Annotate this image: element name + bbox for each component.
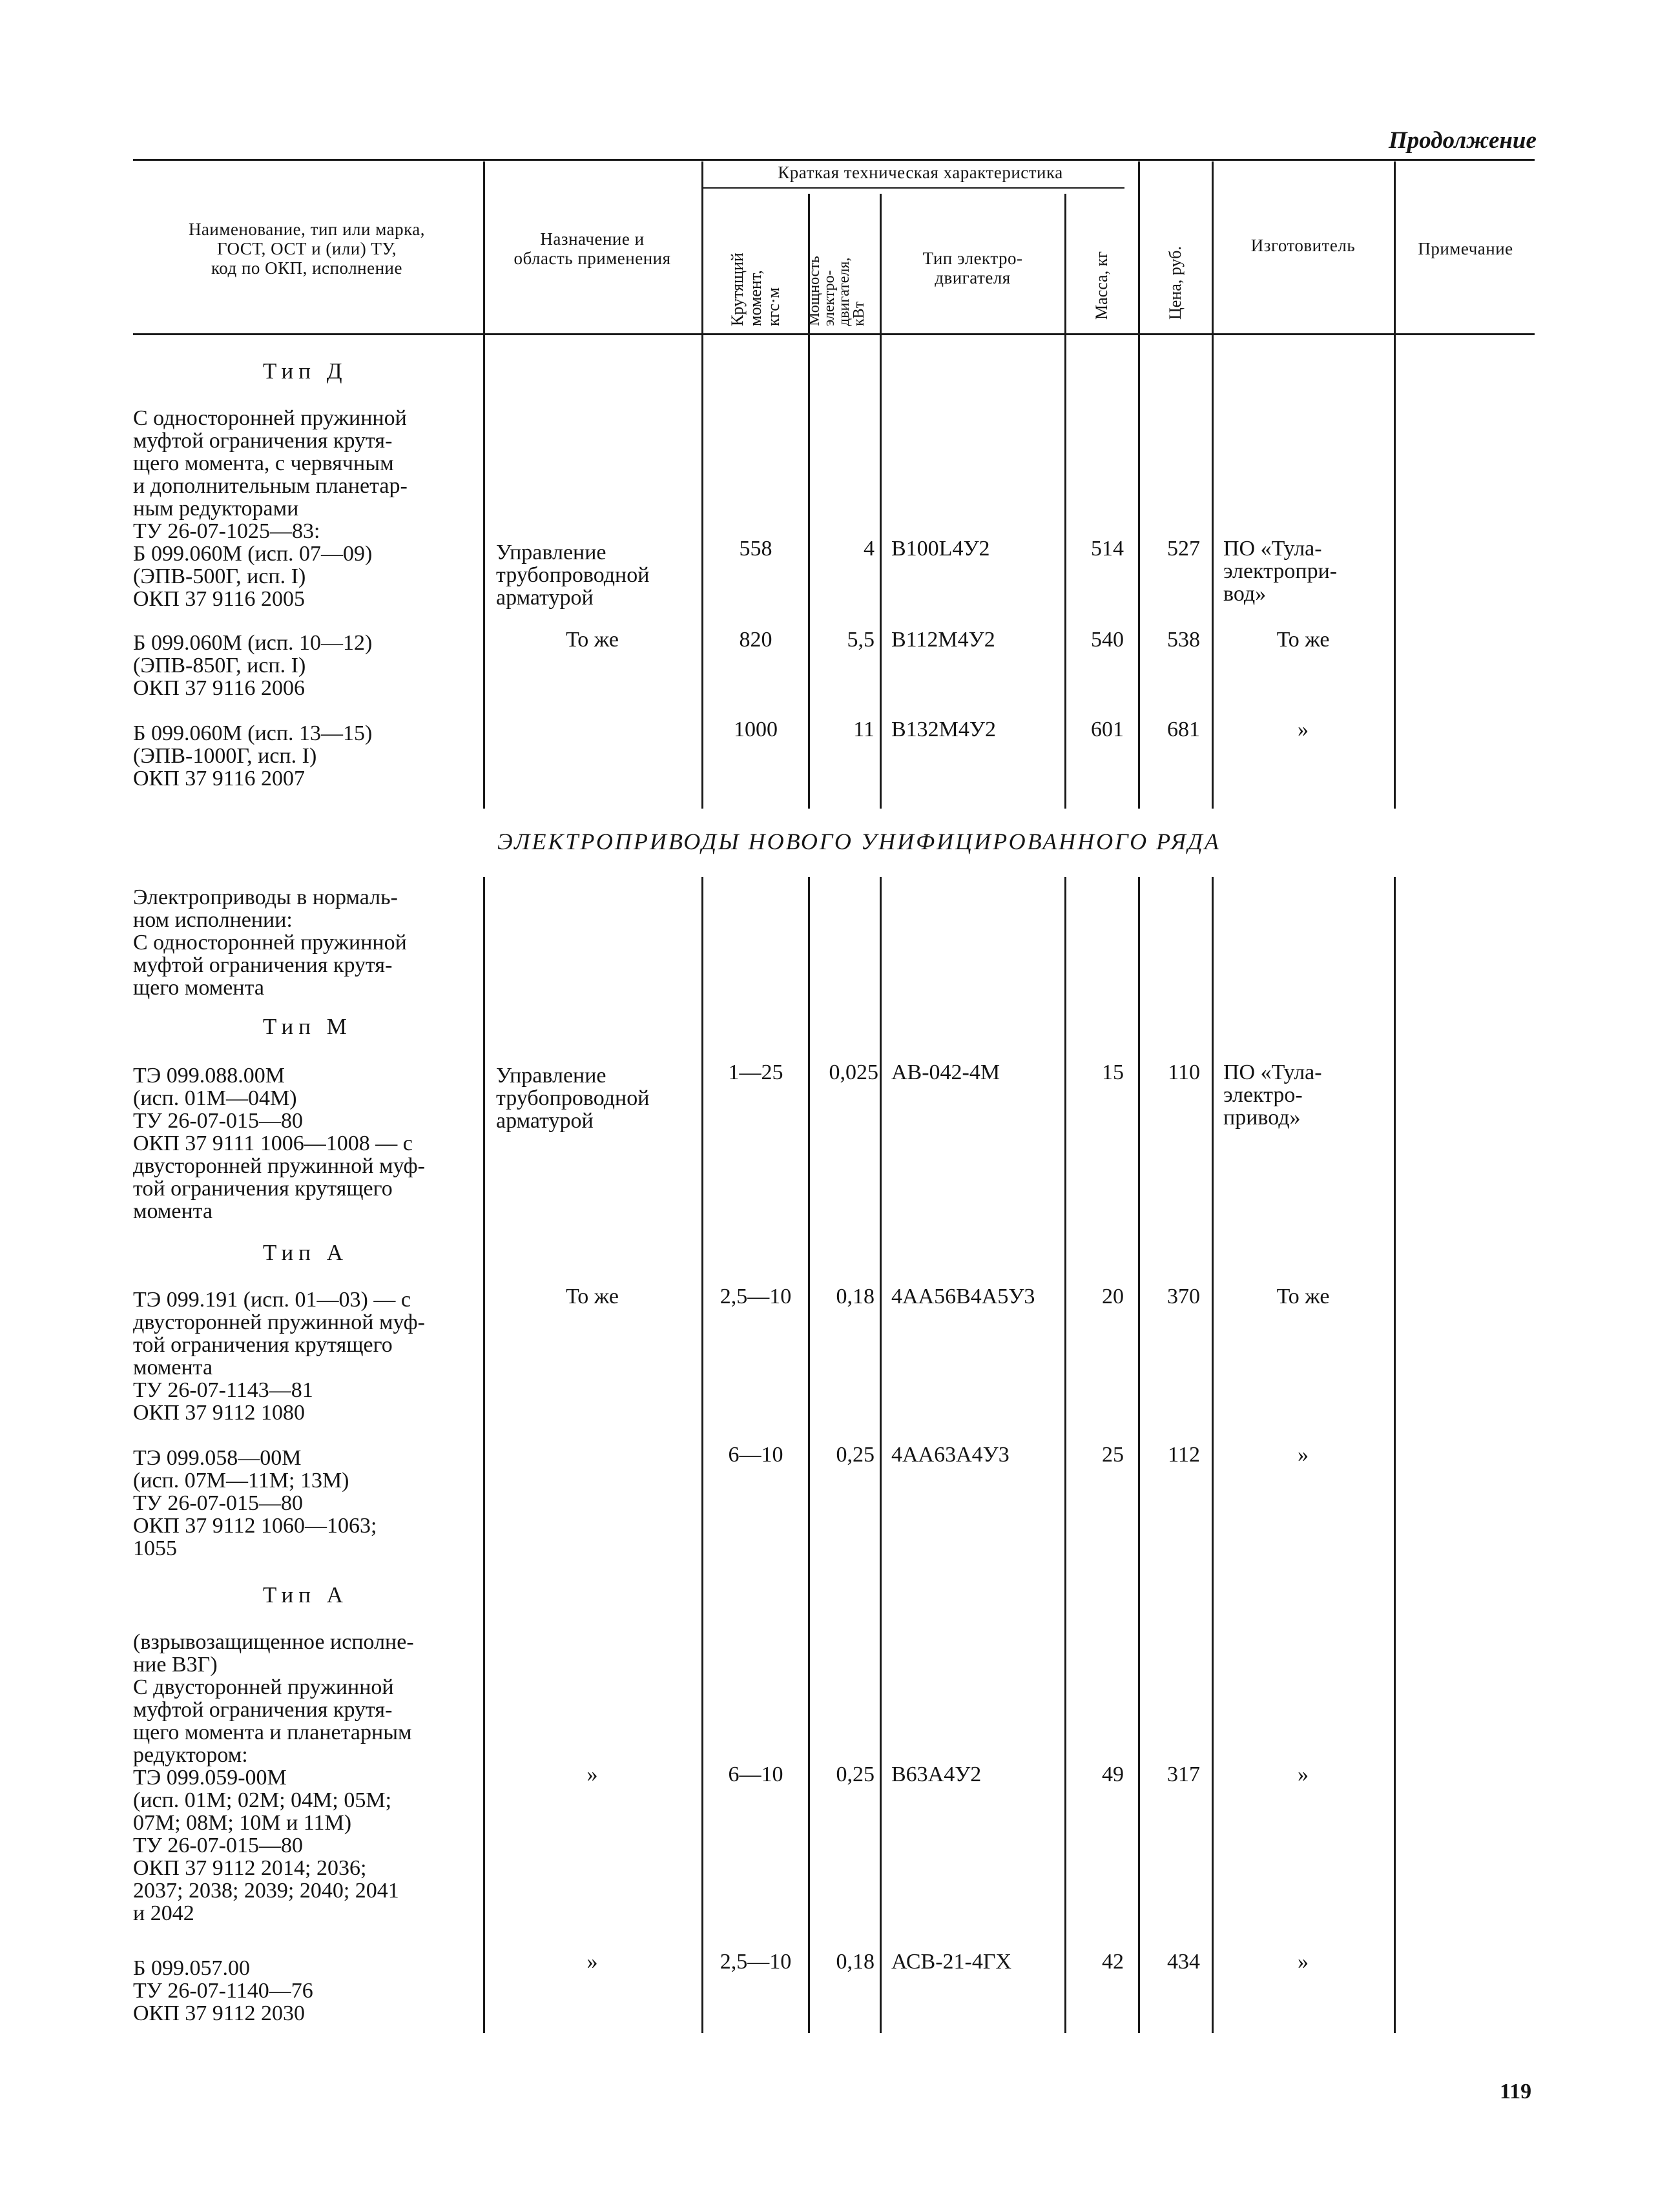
header-divider: [1394, 161, 1396, 333]
row-name: (взрывозащищенное исполне- ние В3Г) С двусторонней пружинной муфтой ограничения крутя- щего момента и планетарным редуктором: ТЭ 099.059-00М (исп. 01М; 02М; 04М; 05М; 07М; 08М; 10М и 11М) ТУ 26-07-015—80 ОКП 37 9112 2014; 2036; 2037; 2038; 2039; 2040; 2041 и 2042: [133, 1630, 414, 1925]
row-price: 538: [1167, 628, 1200, 652]
header-name: Наименование, тип или марка, ГОСТ, ОСТ и (или) ТУ, код по ОКП, исполнение: [188, 220, 426, 278]
row-power: 0,25: [836, 1762, 875, 1786]
header-note: Примечание: [1418, 239, 1513, 258]
column-rule: [880, 335, 882, 809]
header-torque: Крутящий момент, кгс·м: [728, 253, 783, 326]
row-name: С односторонней пружинной муфтой ограничения крутя- щего момента, с червячным и дополнительным планетар- ным редукторами ТУ 26-07-1025—83: Б 099.060М (исп. 07—09) (ЭПВ-500Г, исп. I) ОКП 37 9116 2005: [133, 406, 408, 611]
type-heading: Тип М: [263, 1014, 352, 1039]
row-maker: То же: [1276, 628, 1330, 652]
row-purpose: То же: [566, 628, 619, 652]
row-price: 317: [1167, 1762, 1200, 1786]
header-mass: Масса, кг: [1092, 251, 1111, 320]
row-power: 5,5: [847, 628, 875, 652]
page-number: 119: [1500, 2080, 1532, 2103]
row-motor: 4АА56В4А5У3: [891, 1285, 1035, 1308]
row-price: 112: [1168, 1443, 1200, 1467]
column-rule: [1212, 877, 1214, 2033]
column-rule: [483, 877, 485, 2033]
row-price: 434: [1167, 1950, 1200, 1974]
column-rule: [701, 877, 703, 2033]
row-maker: ПО «Тула- электро- привод»: [1223, 1060, 1322, 1130]
row-name: Б 099.060М (исп. 10—12) (ЭПВ-850Г, исп. I) ОКП 37 9116 2006: [133, 631, 373, 700]
row-price: 527: [1167, 537, 1200, 561]
header-bottom-rule: [133, 333, 1535, 335]
column-rule: [483, 335, 485, 809]
row-motor: В112М4У2: [891, 628, 995, 652]
row-purpose: Управление трубопроводной арматурой: [496, 1064, 650, 1133]
column-rule: [880, 877, 882, 2033]
row-power: 11: [853, 718, 875, 741]
header-purpose: Назначение и область применения: [513, 229, 671, 268]
continuation-label: Продолжение: [1389, 127, 1537, 154]
row-torque: 558: [739, 537, 772, 561]
row-motor: 4АА63А4У3: [891, 1443, 1010, 1467]
header-divider: [701, 161, 703, 333]
row-name: Б 099.060М (исп. 13—15) (ЭПВ-1000Г, исп. I) ОКП 37 9116 2007: [133, 721, 373, 791]
row-maker: »: [1298, 1443, 1309, 1467]
row-name: ТЭ 099.088.00М (исп. 01М—04М) ТУ 26-07-015—80 ОКП 37 9111 1006—1008 — с двусторонней пружинной муф- той ограничения крутящего момента: [133, 1064, 425, 1223]
row-torque: 820: [739, 628, 772, 652]
row-motor: В100L4У2: [891, 537, 990, 561]
column-rule: [1064, 335, 1066, 809]
row-name: ТЭ 099.058—00М (исп. 07М—11М; 13М) ТУ 26-07-015—80 ОКП 37 9112 1060—1063; 1055: [133, 1446, 377, 1560]
header-divider: [483, 161, 485, 333]
column-rule: [1212, 335, 1214, 809]
section-title: ЭЛЕКТРОПРИВОДЫ НОВОГО УНИФИЦИРОВАННОГО РЯДА: [497, 829, 1221, 854]
row-motor: АСВ-21-4ГХ: [891, 1950, 1012, 1974]
type-heading: Тип А: [263, 1240, 348, 1265]
header-divider: [1212, 161, 1214, 333]
tech-group-rule: [701, 187, 1124, 189]
row-power: 4: [864, 537, 875, 561]
row-motor: АВ-042-4М: [891, 1060, 1000, 1084]
row-mass: 601: [1091, 718, 1124, 741]
row-motor: В132М4У2: [891, 718, 996, 741]
row-name: ТЭ 099.191 (исп. 01—03) — с двусторонней пружинной муф- той ограничения крутящего момента ТУ 26-07-1143—81 ОКП 37 9112 1080: [133, 1288, 425, 1425]
header-divider: [1064, 194, 1066, 333]
row-mass: 25: [1102, 1443, 1124, 1467]
header-power: Мощность электро- двигателя, кВт: [806, 256, 867, 326]
row-price: 110: [1168, 1060, 1200, 1084]
header-tech-group: Краткая техническая характеристика: [778, 163, 1063, 182]
column-rule: [1394, 877, 1396, 2033]
row-mass: 15: [1102, 1060, 1124, 1084]
column-rule: [808, 877, 810, 2033]
row-power: 0,18: [836, 1285, 875, 1308]
column-rule: [1064, 877, 1066, 2033]
row-price: 370: [1167, 1285, 1200, 1308]
row-price: 681: [1167, 718, 1200, 741]
header-maker: Изготовитель: [1250, 236, 1356, 255]
row-mass: 540: [1091, 628, 1124, 652]
column-rule: [1138, 877, 1140, 2033]
row-purpose: Управление трубопроводной арматурой: [496, 541, 650, 610]
row-mass: 49: [1102, 1762, 1124, 1786]
row-torque: 6—10: [728, 1443, 783, 1467]
row-power: 0,18: [836, 1950, 875, 1974]
row-purpose: »: [586, 1950, 598, 1974]
row-mass: 42: [1102, 1950, 1124, 1974]
type-heading: Тип Д: [263, 358, 347, 384]
row-purpose: То же: [566, 1285, 619, 1308]
row-mass: 514: [1091, 537, 1124, 561]
row-purpose: »: [586, 1762, 598, 1786]
column-rule: [808, 335, 810, 809]
row-torque: 1—25: [728, 1060, 783, 1084]
row-maker: »: [1298, 718, 1309, 741]
column-rule: [1394, 335, 1396, 809]
row-motor: В63А4У2: [891, 1762, 982, 1786]
row-torque: 2,5—10: [720, 1285, 792, 1308]
header-divider: [880, 194, 882, 333]
row-maker: То же: [1276, 1285, 1330, 1308]
column-rule: [701, 335, 703, 809]
row-maker: »: [1298, 1762, 1309, 1786]
header-motor: Тип электро- двигателя: [922, 249, 1023, 287]
type-heading: Тип А: [263, 1582, 348, 1607]
row-power: 0,025: [829, 1060, 878, 1084]
row-torque: 1000: [734, 718, 778, 741]
row-torque: 6—10: [728, 1762, 783, 1786]
row-name: Электроприводы в нормаль- ном исполнении: С односторонней пружинной муфтой ограничения крутя- щего момента: [133, 885, 407, 1000]
row-torque: 2,5—10: [720, 1950, 792, 1974]
row-mass: 20: [1102, 1285, 1124, 1308]
header-price: Цена, руб.: [1166, 246, 1185, 320]
row-maker: »: [1298, 1950, 1309, 1974]
row-maker: ПО «Тула- электропри- вод»: [1223, 537, 1338, 606]
header-divider: [1138, 161, 1140, 333]
header-top-rule: [133, 159, 1535, 161]
column-rule: [1138, 335, 1140, 809]
row-power: 0,25: [836, 1443, 875, 1467]
row-name: Б 099.057.00 ТУ 26-07-1140—76 ОКП 37 9112 2030: [133, 1956, 313, 2025]
